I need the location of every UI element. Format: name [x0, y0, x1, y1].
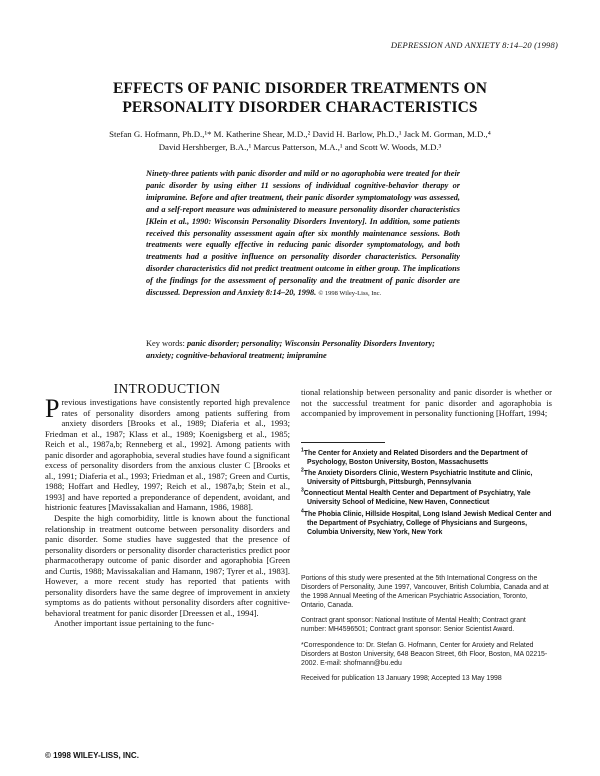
correspondence-note: *Correspondence to: Dr. Stefan G. Hofmann, Center for Anxiety and Related Disorders at Boston University, 648 Beacon Street, 6th Floor, Boston, MA 02215-2002. E-mail: shofmann@bu.edu — [301, 641, 548, 667]
affiliation-4 — [301, 510, 552, 537]
left-column — [45, 394, 291, 629]
keywords — [146, 338, 462, 362]
affiliation-3 — [301, 489, 552, 507]
article-title — [40, 79, 560, 117]
affiliation-2-text: The Anxiety Disorders Clinic, Western Psychiatric Institute and Clinic, University of Pittsburgh, Pittsburgh, Pennsylvania — [303, 470, 533, 487]
title-line-1: EFFECTS OF PANIC DISORDER TREATMENTS ON — [112, 80, 488, 97]
drop-cap: P — [45, 394, 60, 423]
affiliation-1 — [301, 449, 552, 467]
affiliation-2 — [301, 469, 552, 487]
author-list — [40, 128, 560, 153]
affiliation-1-text: The Center for Anxiety and Related Disorders and the Department of Psychology, Boston University, Boston, Massachusetts — [303, 450, 528, 467]
intro-paragraph-3: Another important issue pertaining to the func- — [54, 618, 215, 629]
affiliations — [301, 449, 552, 539]
affiliation-2-number: 2 — [301, 467, 304, 474]
running-head: DEPRESSION AND ANXIETY 8:14–20 (1998) — [390, 40, 558, 50]
title-line-2: PERSONALITY DISORDER CHARACTERISTICS — [122, 99, 478, 116]
affiliation-1-number: 1 — [301, 447, 304, 454]
footnote-divider — [301, 442, 385, 443]
affiliation-3-text: Connecticut Mental Health Center and Department of Psychiatry, Yale University School of Medicine, New Haven, Connecticut — [303, 490, 531, 507]
section-heading-introduction: INTRODUCTION — [113, 381, 221, 396]
affiliation-4-number: 4 — [301, 508, 304, 515]
abstract-copyright: © 1998 Wiley-Liss, Inc. — [318, 290, 382, 298]
affiliation-3-number: 3 — [301, 488, 304, 495]
received-note: Received for publication 13 January 1998; Accepted 13 May 1998 — [301, 674, 502, 682]
keywords-label: Key words: — [146, 339, 185, 348]
grant-note: Contract grant sponsor: National Institute of Mental Health; Contract grant number: MH4596501; Contract grant sponsor: Senior Scientist Award. — [301, 617, 526, 634]
presentation-note: Portions of this study were presented at the 5th International Congress on the Disorders of Personality, June 1997, Vancouver, British Columbia, Canada and at the 1998 Annual Meeting of the American Psychiatric Association, Toronto, Ontario, Canada. — [301, 575, 549, 610]
authors-line-2: David Hershberger, B.A.,¹ Marcus Patterson, M.A.,¹ and Scott W. Woods, M.D.³ — [158, 141, 442, 152]
footnotes — [301, 574, 552, 689]
abstract — [146, 168, 460, 300]
intro-paragraph-2: Despite the high comorbidity, little is known about the functional relationship in treatment outcome between personality disorders and panic disorder. Some studies have suggested that the presence of personality disorders or personality disorder characteristics predict poor pharmacotherapy outcome of panic disorder and agoraphobia [Green and Curtis, 1988; Mavissakalian and Hamann, 1987; Tyrer et al., 1983]. However, a more recent study has reported that patients with personality disorders have the same degree of improvement in anxiety symptoms as do patients without personality disorders after cognitive-behavioral treatment for panic disorder [Dreessen et al., 1994]. — [45, 513, 290, 618]
authors-line-1: Stefan G. Hofmann, Ph.D.,¹* M. Katherine Shear, M.D.,² David H. Barlow, Ph.D.,¹ Jack M. Gorman, M.D.,⁴ — [109, 129, 491, 139]
intro-paragraph-1-text: revious investigations have consistently reported high prevalence rates of personality disorders among patients suffering from anxiety disorders [Brooks et al., 1989; Diaferia et al., 1993; Friedman et al., 1987; Klass et al., 1989; Koenigsberg et al., 1985; Reich et al., 1987a,b; Renneberg et al., 1992]. Among patients with panic disorder and agoraphobia, several studies have found a significant excess of personality disorders from the anxious cluster C [Brooks et al., 1991; Diaferia et al., 1993; Friedman et al., 1987; Green and Curtis, 1988; Hoffart and Hedley, 1997; Reich et al., 1987a,b; Stein et al., 1993] and have reported a preponderance of dependent, avoidant, and histrionic features [Mavissakalian and Hamann, 1986, 1988]. — [45, 397, 291, 513]
copyright-footer: © 1998 WILEY-LISS, INC. — [45, 751, 139, 760]
intro-continuation: tional relationship between personality and panic disorder is whether or not the successful treatment for panic disorder and agoraphobia is accompanied by improvement in personality functioning [Hoffart, 1994; — [301, 387, 552, 419]
intro-paragraph-1 — [45, 394, 291, 513]
affiliation-4-text: The Phobia Clinic, Hillside Hospital, Long Island Jewish Medical Center and the Department of Psychiatry, College of Physicians and Surgeons, Columbia University, New York, New York — [303, 510, 552, 536]
abstract-text: Ninety-three patients with panic disorder and mild or no agoraphobia were treated for their panic disorder by using either 11 sessions of individual cognitive-behavior therapy or imipramine. Before and after treatment, their panic disorder symptomatology was assessed, and a self-report measure was administered to measure personality disorder characteristics [Klein et al., 1990: Wisconsin Personality Disorders Inventory]. In addition, some patients received this personality assessment again after six monthly maintenance sessions. Both treatments were equally effective in reducing panic disorder symptomatology, and both treatments had a positive influence on personality disorder characteristics. Personality disorder characteristics did not predict treatment outcome in either group. The implications of the findings for the assessment of personality and the treatment of panic disorder are discussed. Depression and Anxiety 8:14–20, 1998. — [146, 169, 460, 298]
keywords-text: panic disorder; personality; Wisconsin Personality Disorders Inventory; anxiety; cognitive-behavioral treatment; imipramine — [146, 339, 435, 360]
